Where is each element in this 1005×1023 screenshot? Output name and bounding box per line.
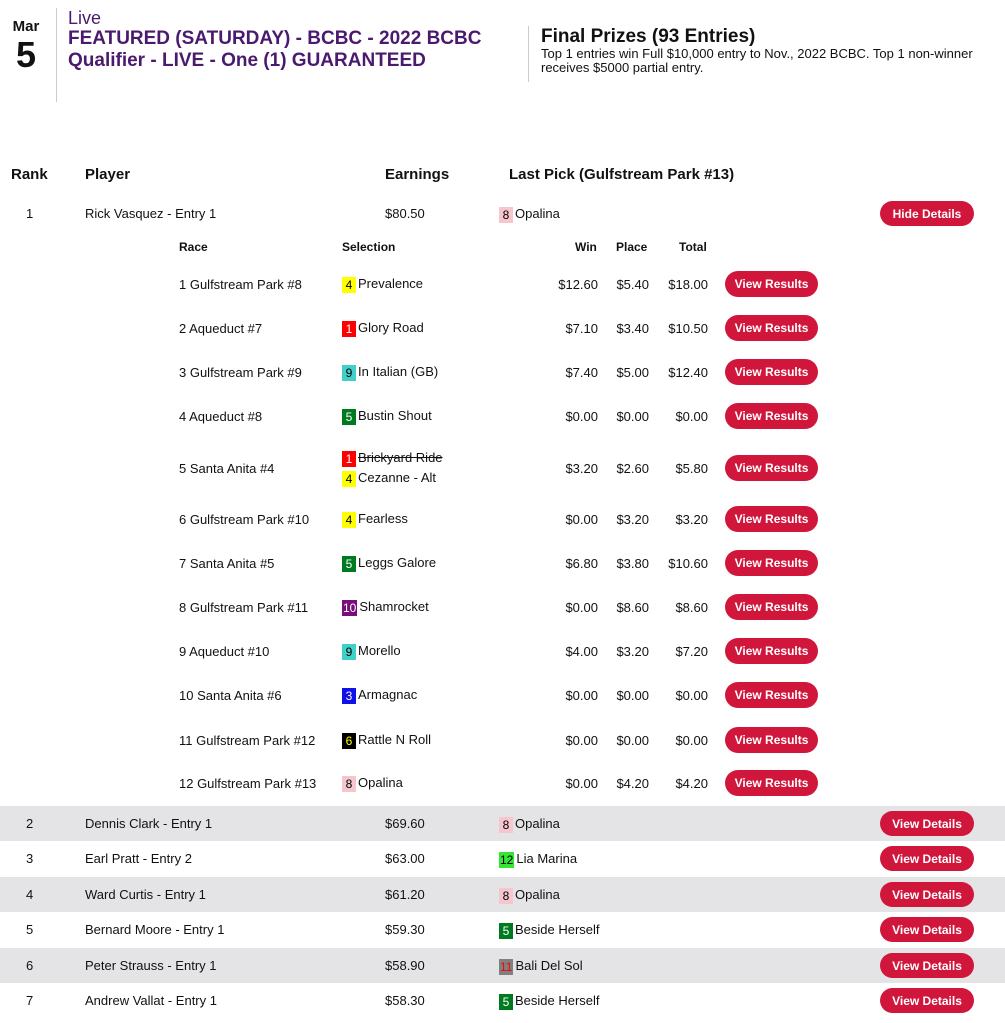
rank: 1 <box>26 206 34 221</box>
earnings: $58.30 <box>385 993 425 1008</box>
selection <box>342 497 408 541</box>
last-pick <box>499 806 560 841</box>
horse-name: Rattle N Roll <box>358 732 431 747</box>
contest-date <box>0 18 52 74</box>
rank: 6 <box>26 958 34 973</box>
player-name: Dennis Clark - Entry 1 <box>85 816 213 831</box>
horse-name: Lia Marina <box>516 851 578 866</box>
horse-name: Prevalence <box>358 276 424 291</box>
selection-entry <box>342 730 431 750</box>
win-payout: $0.00 <box>565 511 598 527</box>
program-number-badge: 1 <box>342 321 356 337</box>
standings-row <box>0 983 1005 1018</box>
selection <box>342 718 431 762</box>
horse-name: Opalina <box>515 206 560 221</box>
horse-name: Beside Herself <box>515 993 600 1008</box>
total-payout: $7.20 <box>675 643 708 659</box>
program-number-badge: 1 <box>342 451 356 467</box>
win-payout: $3.20 <box>565 460 598 476</box>
earnings: $63.00 <box>385 851 425 866</box>
program-number-badge: 10 <box>343 600 357 615</box>
win-payout: $12.60 <box>558 276 598 292</box>
race-name: 8 Gulfstream Park #11 <box>179 599 309 615</box>
view-results-button[interactable]: View Results <box>725 403 818 429</box>
earnings: $58.90 <box>385 958 425 973</box>
program-number-badge: 4 <box>342 471 356 487</box>
player-name: Earl Pratt - Entry 2 <box>85 851 192 866</box>
win-payout: $0.00 <box>565 775 598 791</box>
race-detail-row <box>0 306 1005 350</box>
view-details-button[interactable]: View Details <box>880 846 974 871</box>
program-number-badge: 9 <box>342 365 356 381</box>
selection <box>342 585 429 629</box>
view-results-button[interactable]: View Results <box>725 359 818 385</box>
win-payout: $4.00 <box>565 643 598 659</box>
last-pick <box>499 841 577 876</box>
horse-name: Beside Herself <box>515 922 600 937</box>
selection-entry <box>342 641 401 661</box>
details-header-place: Place <box>616 240 648 254</box>
race-detail-row <box>0 761 1005 805</box>
program-number-badge: 8 <box>342 776 356 792</box>
rank: 2 <box>26 816 34 831</box>
place-payout: $5.00 <box>616 364 649 380</box>
horse-name: Armagnac <box>358 687 418 702</box>
view-details-button[interactable]: View Details <box>880 882 974 907</box>
selection-entry <box>342 468 436 488</box>
view-details-button[interactable]: View Details <box>880 917 974 942</box>
race-detail-row <box>0 497 1005 541</box>
win-payout: $0.00 <box>565 732 598 748</box>
horse-name: In Italian (GB) <box>358 364 439 379</box>
earnings: $80.50 <box>385 206 425 221</box>
standings-row <box>0 806 1005 841</box>
hide-details-button[interactable]: Hide Details <box>880 201 974 226</box>
selection <box>342 541 436 585</box>
horse-name: Shamrocket <box>359 599 429 614</box>
race-name: 5 Santa Anita #4 <box>179 460 275 476</box>
player-name: Andrew Vallat - Entry 1 <box>85 993 217 1008</box>
header-divider <box>56 8 57 102</box>
program-number-badge: 11 <box>500 959 513 974</box>
details-header-win: Win <box>575 240 597 254</box>
selection <box>342 262 423 306</box>
win-payout: $0.00 <box>565 408 598 424</box>
selection-entry <box>342 406 432 426</box>
race-name: 2 Aqueduct #7 <box>179 320 263 336</box>
program-number-badge: 3 <box>342 688 356 704</box>
player-name: Rick Vasquez - Entry 1 <box>85 206 217 221</box>
race-name: 4 Aqueduct #8 <box>179 408 263 424</box>
selection-entry <box>342 597 429 617</box>
view-results-button[interactable]: View Results <box>725 550 818 576</box>
horse-name: Bali Del Sol <box>515 958 583 973</box>
selection <box>342 761 403 805</box>
rank: 5 <box>26 922 34 937</box>
view-results-button[interactable]: View Results <box>725 506 818 532</box>
place-payout: $0.00 <box>616 408 649 424</box>
standings-row <box>0 841 1005 876</box>
race-detail-row <box>0 394 1005 438</box>
place-payout: $5.40 <box>616 276 649 292</box>
race-detail-row <box>0 446 1005 490</box>
race-name: 12 Gulfstream Park #13 <box>179 775 317 791</box>
race-detail-row <box>0 718 1005 762</box>
contest-header <box>0 0 1005 110</box>
total-payout: $0.00 <box>675 732 708 748</box>
place-payout: $4.20 <box>616 775 649 791</box>
view-results-button[interactable]: View Results <box>725 638 818 664</box>
race-detail-row <box>0 629 1005 673</box>
race-name: 9 Aqueduct #10 <box>179 643 270 659</box>
player-name: Ward Curtis - Entry 1 <box>85 887 206 902</box>
last-pick <box>499 196 560 231</box>
win-payout: $7.40 <box>565 364 598 380</box>
standings-row <box>0 948 1005 983</box>
last-pick <box>499 948 583 983</box>
program-number-badge: 5 <box>342 409 356 425</box>
selection-entry <box>342 773 403 793</box>
standings-row-leader <box>0 196 1005 231</box>
view-details-button[interactable]: View Details <box>880 953 974 978</box>
horse-name: Fearless <box>358 511 408 526</box>
horse-name: Leggs Galore <box>358 555 437 570</box>
view-results-button[interactable]: View Results <box>725 271 818 297</box>
earnings: $61.20 <box>385 887 425 902</box>
player-name: Peter Strauss - Entry 1 <box>85 958 217 973</box>
horse-name: Glory Road <box>358 320 424 335</box>
earnings: $59.30 <box>385 922 425 937</box>
prizes-description: Top 1 entries win Full $10,000 entry to Nov., 2022 BCBC. Top 1 non-winner receives $5000 partial entry. <box>541 46 973 75</box>
race-detail-row <box>0 541 1005 585</box>
horse-name: Opalina <box>515 887 560 902</box>
selection-entry <box>342 553 436 573</box>
selection <box>342 446 443 490</box>
view-results-button[interactable]: View Results <box>725 594 818 620</box>
total-payout: $8.60 <box>675 599 708 615</box>
program-number-badge: 8 <box>499 888 513 904</box>
details-header-total: Total <box>679 240 707 254</box>
horse-name: Opalina <box>515 816 560 831</box>
horse-name: Cezanne - Alt <box>358 470 437 485</box>
program-number-badge: 4 <box>342 277 356 293</box>
rank: 4 <box>26 887 34 902</box>
race-detail-row <box>0 350 1005 394</box>
race-name: 3 Gulfstream Park #9 <box>179 364 302 380</box>
race-detail-row <box>0 585 1005 629</box>
column-header-player: Player <box>85 166 131 183</box>
view-results-button[interactable]: View Results <box>725 315 818 341</box>
contest-status: Live <box>68 8 102 28</box>
win-payout: $0.00 <box>565 687 598 703</box>
scratched-horse-name: Brickyard Ride <box>358 450 443 465</box>
details-header-selection: Selection <box>342 240 396 254</box>
selection-entry <box>342 318 424 338</box>
horse-name: Morello <box>358 643 401 658</box>
selection-entry <box>342 448 443 468</box>
program-number-badge: 8 <box>499 207 513 223</box>
place-payout: $2.60 <box>616 460 649 476</box>
place-payout: $3.40 <box>616 320 649 336</box>
program-number-badge: 9 <box>342 644 356 660</box>
selection-entry <box>342 685 417 705</box>
column-header-last-pick: Last Pick (Gulfstream Park #13) <box>509 166 735 183</box>
details-header-race: Race <box>179 240 208 254</box>
standings-row <box>0 912 1005 947</box>
race-detail-row <box>0 673 1005 717</box>
total-payout: $12.40 <box>668 364 708 380</box>
view-results-button[interactable]: View Results <box>725 770 818 796</box>
selection <box>342 673 417 717</box>
contest-title: FEATURED (SATURDAY) - BCBC - 2022 BCBC Qualifier - LIVE - One (1) GUARANTEED <box>68 28 482 71</box>
place-payout: $3.20 <box>616 511 649 527</box>
place-payout: $3.80 <box>616 555 649 571</box>
total-payout: $4.20 <box>675 775 708 791</box>
total-payout: $18.00 <box>668 276 708 292</box>
prizes-divider <box>528 26 529 82</box>
horse-name: Bustin Shout <box>358 408 432 423</box>
view-details-button[interactable]: View Details <box>880 988 974 1013</box>
date-month: Mar <box>12 18 40 35</box>
selection-entry <box>342 274 423 294</box>
date-day: 5 <box>15 34 37 75</box>
total-payout: $0.00 <box>675 687 708 703</box>
win-payout: $6.80 <box>565 555 598 571</box>
total-payout: $3.20 <box>675 511 708 527</box>
program-number-badge: 4 <box>342 512 356 528</box>
last-pick <box>499 912 600 947</box>
place-payout: $8.60 <box>616 599 649 615</box>
selection-entry <box>342 509 408 529</box>
standings-row <box>0 877 1005 912</box>
view-details-button[interactable]: View Details <box>880 811 974 836</box>
selection <box>342 306 424 350</box>
total-payout: $10.50 <box>668 320 708 336</box>
total-payout: $10.60 <box>668 555 708 571</box>
view-results-button[interactable]: View Results <box>725 682 818 708</box>
last-pick <box>499 983 600 1018</box>
prizes-block <box>541 27 991 75</box>
earnings: $69.60 <box>385 816 425 831</box>
race-name: 7 Santa Anita #5 <box>179 555 275 571</box>
race-name: 10 Santa Anita #6 <box>179 687 282 703</box>
selection <box>342 350 438 394</box>
selection <box>342 629 401 673</box>
win-payout: $7.10 <box>565 320 598 336</box>
view-results-button[interactable]: View Results <box>725 727 818 753</box>
program-number-badge: 12 <box>500 852 514 867</box>
place-payout: $0.00 <box>616 732 649 748</box>
program-number-badge: 6 <box>342 733 356 749</box>
selection <box>342 394 432 438</box>
view-results-button[interactable]: View Results <box>725 455 818 481</box>
prizes-title: Final Prizes (93 Entries) <box>541 26 756 47</box>
race-name: 6 Gulfstream Park #10 <box>179 511 310 527</box>
total-payout: $0.00 <box>675 408 708 424</box>
program-number-badge: 5 <box>499 994 513 1010</box>
win-payout: $0.00 <box>565 599 598 615</box>
contest-title-block <box>68 8 488 72</box>
rank: 3 <box>26 851 34 866</box>
last-pick <box>499 877 560 912</box>
place-payout: $0.00 <box>616 687 649 703</box>
race-name: 1 Gulfstream Park #8 <box>179 276 302 292</box>
selection-entry <box>342 362 438 382</box>
race-name: 11 Gulfstream Park #12 <box>179 732 316 748</box>
program-number-badge: 8 <box>499 817 513 833</box>
column-header-rank: Rank <box>11 166 48 183</box>
rank: 7 <box>26 993 34 1008</box>
program-number-badge: 5 <box>342 556 356 572</box>
column-header-earnings: Earnings <box>385 166 450 183</box>
place-payout: $3.20 <box>616 643 649 659</box>
total-payout: $5.80 <box>675 460 708 476</box>
program-number-badge: 5 <box>499 923 513 939</box>
race-detail-row <box>0 262 1005 306</box>
player-name: Bernard Moore - Entry 1 <box>85 922 225 937</box>
horse-name: Opalina <box>358 775 403 790</box>
